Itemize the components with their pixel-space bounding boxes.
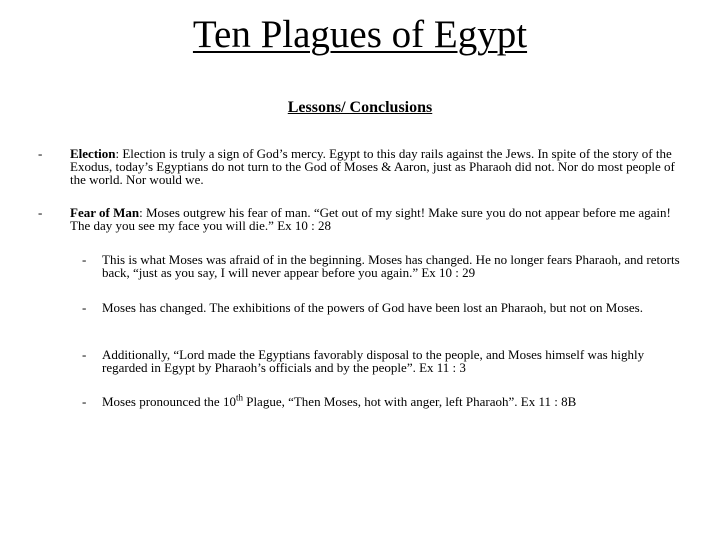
bullet-marker: - [38,205,43,220]
sub-bullet-text: Moses has changed. The exhibitions of the powers of God have been lost an Pharaoh, but not on Moses. [102,300,643,315]
bullet-body: : Moses outgrew his fear of man. “Get out of my sight! Make sure you do not appear before me again! The day you see my face you will die.” Ex 10 : 28 [70,205,671,233]
sub-bullet-text: Additionally, “Lord made the Egyptians favorably disposal to the people, and Moses himself was highly regarded in Egypt by Pharaoh’s officials and by the people”. Ex 11 : 3 [102,347,645,375]
bullet-body: : Election is truly a sign of God’s mercy. Egypt to this day rails against the Jews. In spite of the story of the Exodus, today’s Egyptians do not turn to the God of Moses & Aaron, just as Pharaoh did not. Nor do most people of the world. Nor would we. [70,146,675,187]
bullet-label: Election [70,146,116,161]
bullet-marker: - [82,300,87,315]
bullet-marker: - [82,252,87,267]
sub-bullet-text [102,392,680,409]
bullet-text [70,147,690,186]
sub-bullet-text-end: Plague, “Then Moses, hot with anger, left Pharaoh”. Ex 11 : 8B [242,394,577,409]
bullet-label: Fear of Man [70,205,140,220]
sub-bullet-text-start: Moses pronounced the 10 [102,394,236,409]
section-heading: Lessons/ Conclusions [287,99,433,116]
bullet-marker: - [82,347,87,362]
bullet-marker: - [82,394,87,409]
bullet-marker: - [38,146,43,161]
ordinal-superscript: th [235,392,243,403]
bullet-text [70,206,690,232]
sub-bullet-text: This is what Moses was afraid of in the beginning. Moses has changed. He no longer fears Pharaoh, and retorts back, “just as you say, I will never appear before you again.” Ex 10 : 29 [102,252,680,280]
page-title: Ten Plagues of Egypt [192,13,528,56]
